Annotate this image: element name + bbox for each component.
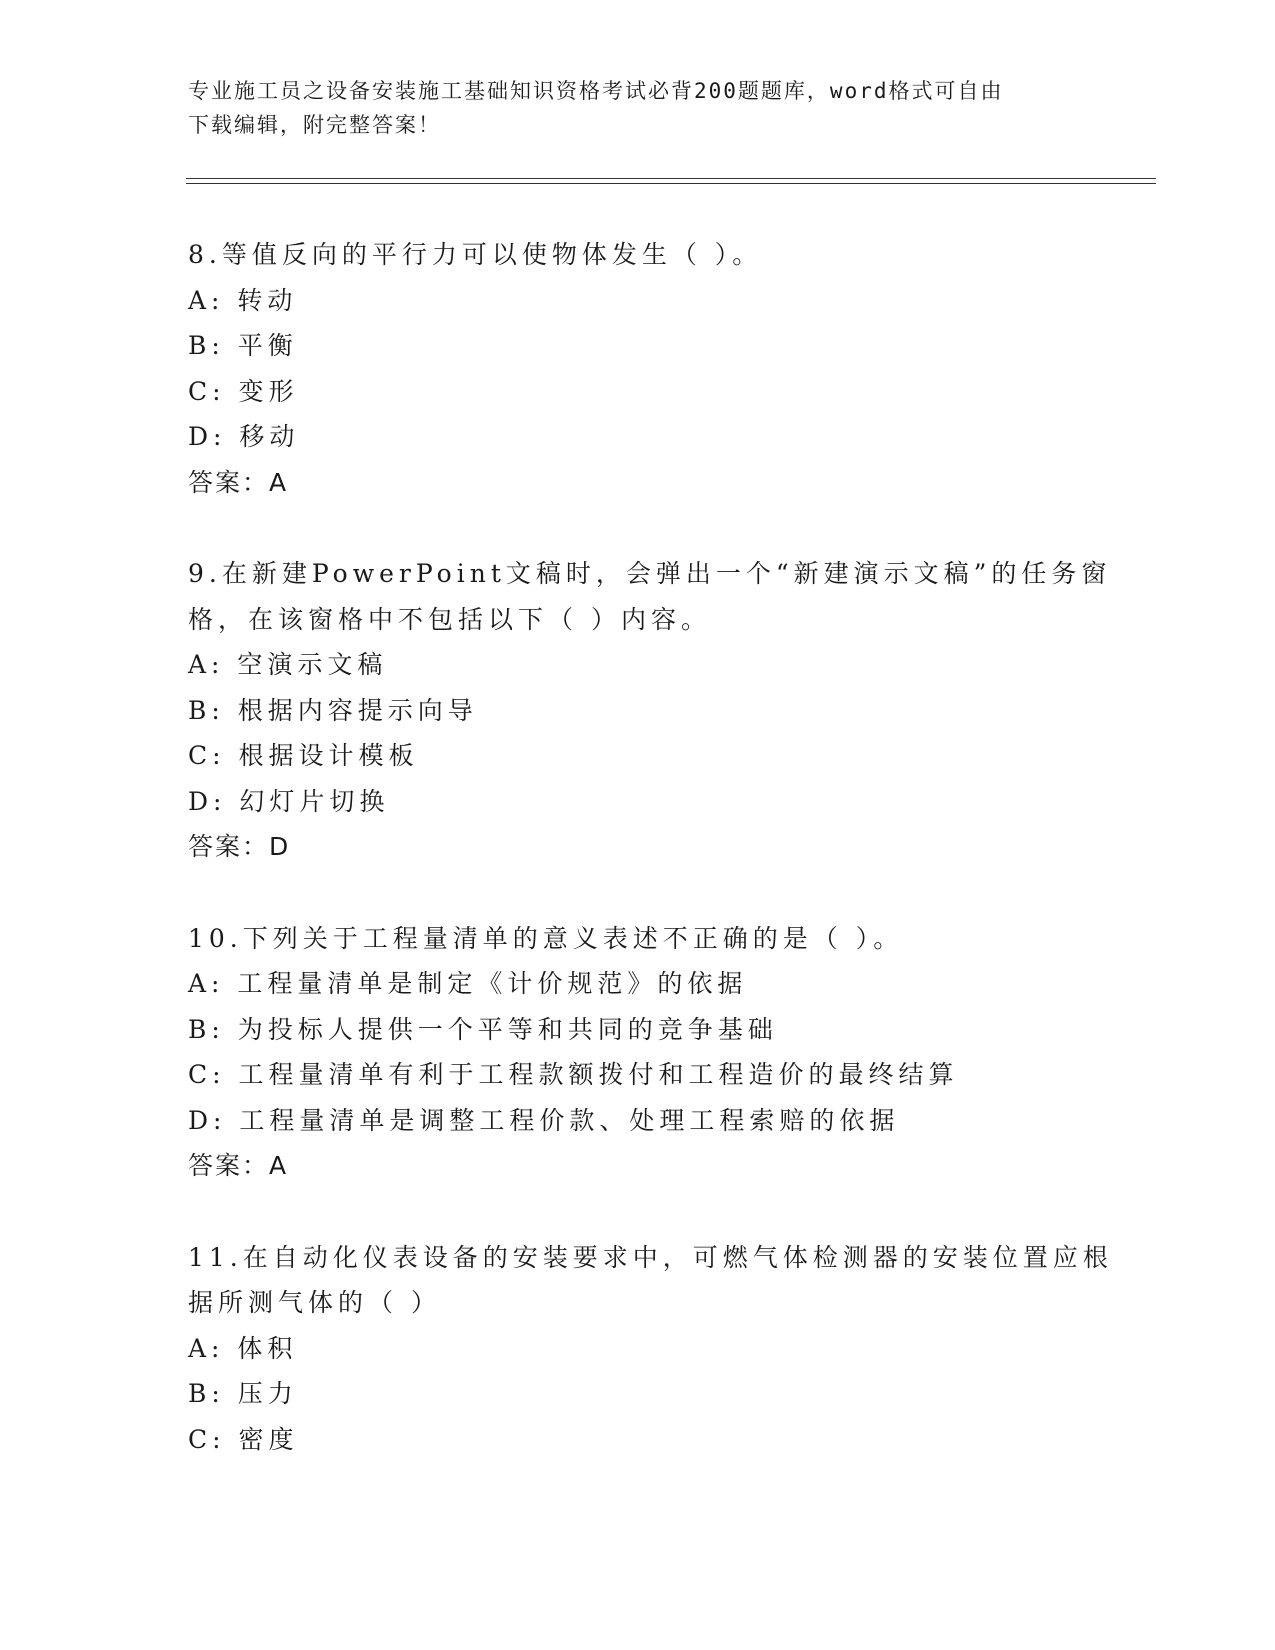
option-a: A: 转动 — [188, 285, 298, 315]
option-b: B: 压力 — [188, 1379, 298, 1408]
question-stem: 10.下列关于工程量清单的意义表述不正确的是（ ）。 — [188, 923, 904, 953]
option-b: B: 根据内容提示向导 — [188, 695, 478, 725]
option-c: C: 根据设计模板 — [188, 741, 419, 770]
option-c: C: 密度 — [188, 1424, 299, 1454]
question-stem-line-2: 据所测气体的（ ） — [188, 1288, 441, 1317]
header-line-1: 专业施工员之设备安装施工基础知识资格考试必背200题题库，word格式可自由 — [188, 79, 1004, 103]
header-divider-top — [186, 178, 1156, 179]
answer-line: 答案：A — [188, 467, 289, 497]
header-line-2: 下载编辑，附完整答案！ — [188, 113, 441, 137]
answer-line: 答案：D — [188, 832, 291, 861]
option-c: C: 变形 — [188, 376, 299, 406]
question-10 — [188, 916, 1088, 1189]
question-stem-line-1: 11.在自动化仪表设备的安装要求中，可燃气体检测器的安装位置应根 — [188, 1242, 1113, 1272]
option-d: D: 工程量清单是调整工程价款、处理工程索赔的依据 — [188, 1105, 900, 1135]
question-11 — [188, 1235, 1113, 1463]
question-9 — [188, 551, 1112, 870]
question-stem-line-1: 9.在新建PowerPoint文稿时，会弹出一个“新建演示文稿”的任务窗 — [188, 559, 1112, 588]
document-header — [188, 74, 1088, 142]
option-b: B: 平衡 — [188, 331, 298, 360]
option-a: A: 体积 — [188, 1333, 298, 1363]
question-stem-line-2: 格，在该窗格中不包括以下（ ）内容。 — [188, 604, 711, 634]
option-a: A: 空演示文稿 — [188, 650, 388, 679]
option-b: B: 为投标人提供一个平等和共同的竞争基础 — [188, 1014, 778, 1044]
question-stem: 8.等值反向的平行力可以使物体发生（ ）。 — [188, 240, 763, 269]
question-list — [188, 232, 1113, 1508]
option-a: A: 工程量清单是制定《计价规范》的依据 — [188, 969, 748, 998]
header-divider-bottom — [186, 183, 1156, 184]
answer-line: 答案：A — [188, 1151, 289, 1180]
question-8 — [188, 232, 1088, 505]
option-d: D: 幻灯片切换 — [188, 786, 390, 816]
option-d: D: 移动 — [188, 422, 300, 451]
option-c: C: 工程量清单有利于工程款额拨付和工程造价的最终结算 — [188, 1060, 959, 1089]
